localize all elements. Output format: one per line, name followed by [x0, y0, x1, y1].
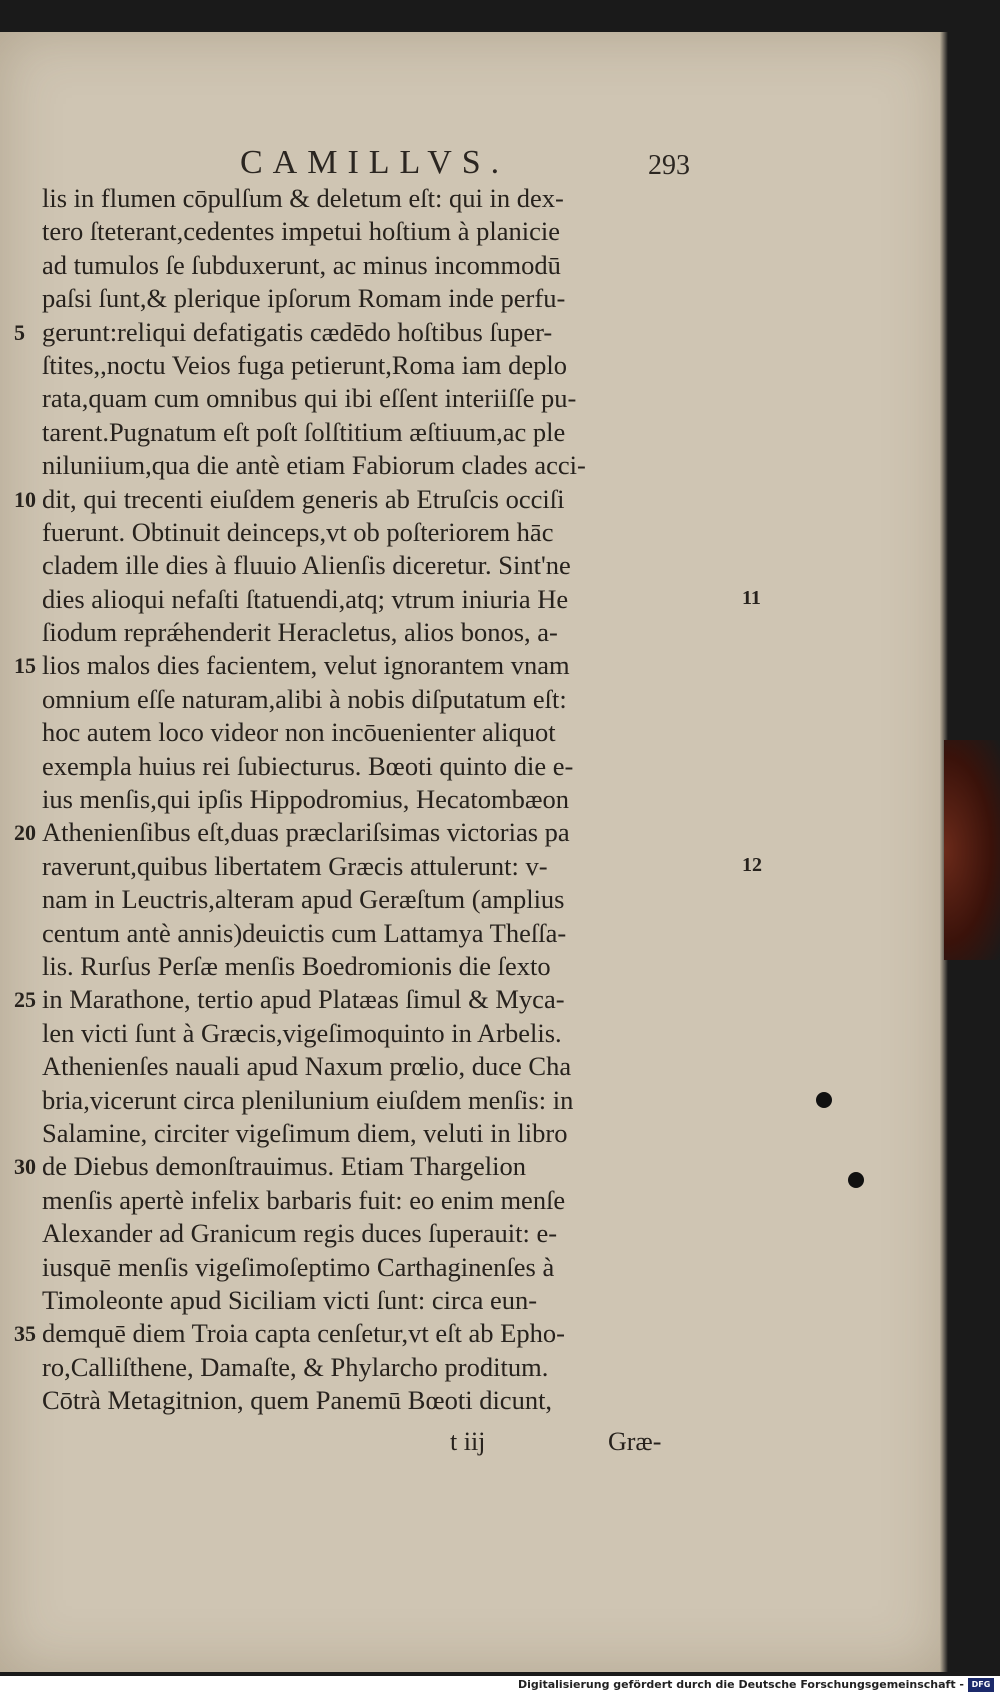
text-line	[42, 850, 702, 883]
text-line	[14, 1317, 702, 1350]
dfg-logo: DFG	[968, 1678, 994, 1692]
text-line	[42, 282, 702, 315]
page-footer	[0, 1427, 944, 1467]
line-number: 30	[14, 1154, 36, 1180]
text-line-content: Athenienſes nauali apud Naxum prœlio, duce Cha	[42, 1051, 572, 1082]
text-line	[42, 1251, 702, 1284]
text-line	[42, 416, 702, 449]
text-line	[14, 1150, 702, 1183]
page-number: 293	[648, 150, 690, 181]
text-line-content: niluniium,qua die antè etiam Fabiorum clades acci-	[42, 450, 586, 481]
text-line-content: ius menſis,qui ipſis Hippodromius, Hecatombæon	[42, 784, 570, 815]
text-line-content: gerunt:reliqui defatigatis cædēdo hoſtibus ſuper-	[42, 316, 553, 347]
line-number: 35	[14, 1321, 36, 1347]
text-line	[42, 382, 702, 415]
text-line-content: Athenienſibus eſt,duas præclariſsimas victorias pa	[42, 817, 570, 848]
text-line-content: lis in flumen cōpulſum & deletum eſt: qui in dex-	[42, 183, 564, 213]
text-line	[42, 1284, 702, 1317]
text-line	[42, 1017, 702, 1050]
text-line-content: Timoleonte apud Siciliam victi ſunt: circa eun-	[42, 1284, 538, 1315]
running-title: CAMILLVS.	[240, 144, 510, 181]
text-line-content: bria,vicerunt circa plenilunium eiuſdem menſis: in	[42, 1084, 574, 1115]
text-line	[42, 249, 702, 282]
text-line-content: omnium eſſe naturam,alibi à nobis diſputatum eſt:	[42, 683, 567, 714]
text-line-content: len victi ſunt à Græcis,vigeſimoquinto in Arbelis.	[42, 1017, 562, 1048]
text-line-content: centum antè annis)deuictis cum Lattamya Theſſa-	[42, 917, 567, 948]
text-line-content: hoc autem loco videor non incōuenienter aliquot	[42, 717, 556, 748]
text-line	[42, 783, 702, 816]
margin-note-number: 12	[742, 854, 762, 876]
text-line-content: lis. Rurſus Perſæ menſis Boedromionis die ſexto	[42, 950, 551, 981]
page-header	[0, 144, 944, 184]
digitization-credit: Digitalisierung gefördert durch die Deutsche Forschungsgemeinschaft -	[517, 1678, 964, 1691]
text-line-content: dit, qui trecenti eiuſdem generis ab Etruſcis occiſi	[42, 483, 565, 514]
text-line	[42, 1084, 702, 1117]
text-line	[42, 1050, 702, 1083]
text-line-content: lios malos dies facientem, velut ignorantem vnam	[42, 650, 570, 681]
text-line-content: menſis apertè infelix barbaris fuit: eo enim menſe	[42, 1184, 566, 1215]
text-line	[42, 516, 702, 549]
text-line	[42, 716, 702, 749]
text-line	[42, 1217, 702, 1250]
signature-mark: t iij	[450, 1427, 486, 1456]
text-line-content: nam in Leuctris,alteram apud Geræſtum (amplius	[42, 884, 565, 915]
text-line-content: exempla huius rei ſubiecturus. Bœoti quinto die e-	[42, 750, 574, 781]
text-line-content: ro,Calliſthene, Damaſte, & Phylarcho proditum.	[42, 1351, 549, 1382]
text-line-content: fuerunt. Obtinuit deinceps,vt ob poſteriorem hāc	[42, 516, 554, 547]
text-line	[42, 1117, 702, 1150]
text-line-content: ſiodum reprǽhenderit Heracletus, alios bonos, a-	[42, 617, 558, 648]
text-line-content: Cōtrà Metagitnion, quem Panemū Bœoti dicunt,	[42, 1385, 553, 1416]
text-line	[42, 917, 702, 950]
line-number: 10	[14, 486, 36, 512]
text-line	[42, 1184, 702, 1217]
margin-note-number: 11	[742, 586, 761, 609]
text-line-content: Salamine, circiter vigeſimum diem, veluti in libro	[42, 1117, 568, 1148]
text-line	[42, 1351, 702, 1384]
text-line	[14, 483, 702, 516]
text-line-content: raverunt,quibus libertatem Græcis attulerunt: v-	[42, 850, 548, 881]
text-line	[14, 316, 702, 349]
text-line	[14, 816, 702, 849]
text-line	[42, 215, 702, 248]
text-line-content: tero ſteterant,cedentes impetui hoſtium à planicie	[42, 216, 561, 247]
text-line	[42, 683, 702, 716]
catchword: Græ-	[608, 1427, 662, 1456]
credit-bar	[0, 1676, 1000, 1695]
text-line-content: de Diebus demonſtrauimus. Etiam Thargelion	[42, 1151, 527, 1182]
text-line	[14, 983, 702, 1016]
line-number: 5	[14, 319, 25, 345]
text-line-content: ſtites,,noctu Veios fuga petierunt,Roma iam deplo	[42, 349, 567, 380]
ink-spot	[816, 1092, 832, 1108]
book-page	[0, 32, 944, 1672]
text-line-content: paſsi ſunt,& plerique ipſorum Romam inde perfu-	[42, 283, 566, 314]
text-line-content: iusquē menſis vigeſimoſeptimo Carthaginenſes à	[42, 1251, 555, 1282]
text-line-content: cladem ille dies à fluuio Alienſis diceretur. Sint'ne	[42, 550, 571, 581]
text-line	[42, 549, 702, 582]
ink-spot	[848, 1172, 864, 1188]
text-line	[42, 1384, 702, 1417]
text-line	[14, 649, 702, 682]
text-line-content: ad tumulos ſe ſubduxerunt, ac minus incommodū	[42, 249, 561, 280]
text-line-content: in Marathone, tertio apud Platæas ſimul & Myca-	[42, 984, 565, 1015]
text-line	[42, 950, 702, 983]
text-line-content: rata,quam cum omnibus qui ibi eſſent interiiſſe pu-	[42, 383, 577, 414]
text-line	[42, 583, 702, 616]
text-line-content: demquē diem Troia capta cenſetur,vt eſt ab Epho-	[42, 1318, 565, 1349]
text-line	[42, 349, 702, 382]
text-line	[42, 182, 702, 215]
text-line	[42, 449, 702, 482]
text-line	[42, 750, 702, 783]
text-line-content: Alexander ad Granicum regis duces ſuperauit: e-	[42, 1218, 558, 1249]
line-number: 15	[14, 653, 36, 679]
text-line-content: tarent.Pugnatum eſt poſt ſolſtitium æſtiuum,ac ple	[42, 416, 566, 447]
text-line	[42, 616, 702, 649]
line-number: 20	[14, 820, 36, 846]
text-line	[42, 883, 702, 916]
body-text	[14, 182, 762, 1417]
line-number: 25	[14, 987, 36, 1013]
text-line-content: dies alioqui nefaſti ſtatuendi,atq; vtrum iniuria He	[42, 583, 569, 614]
thumb-shadow	[944, 740, 1000, 960]
